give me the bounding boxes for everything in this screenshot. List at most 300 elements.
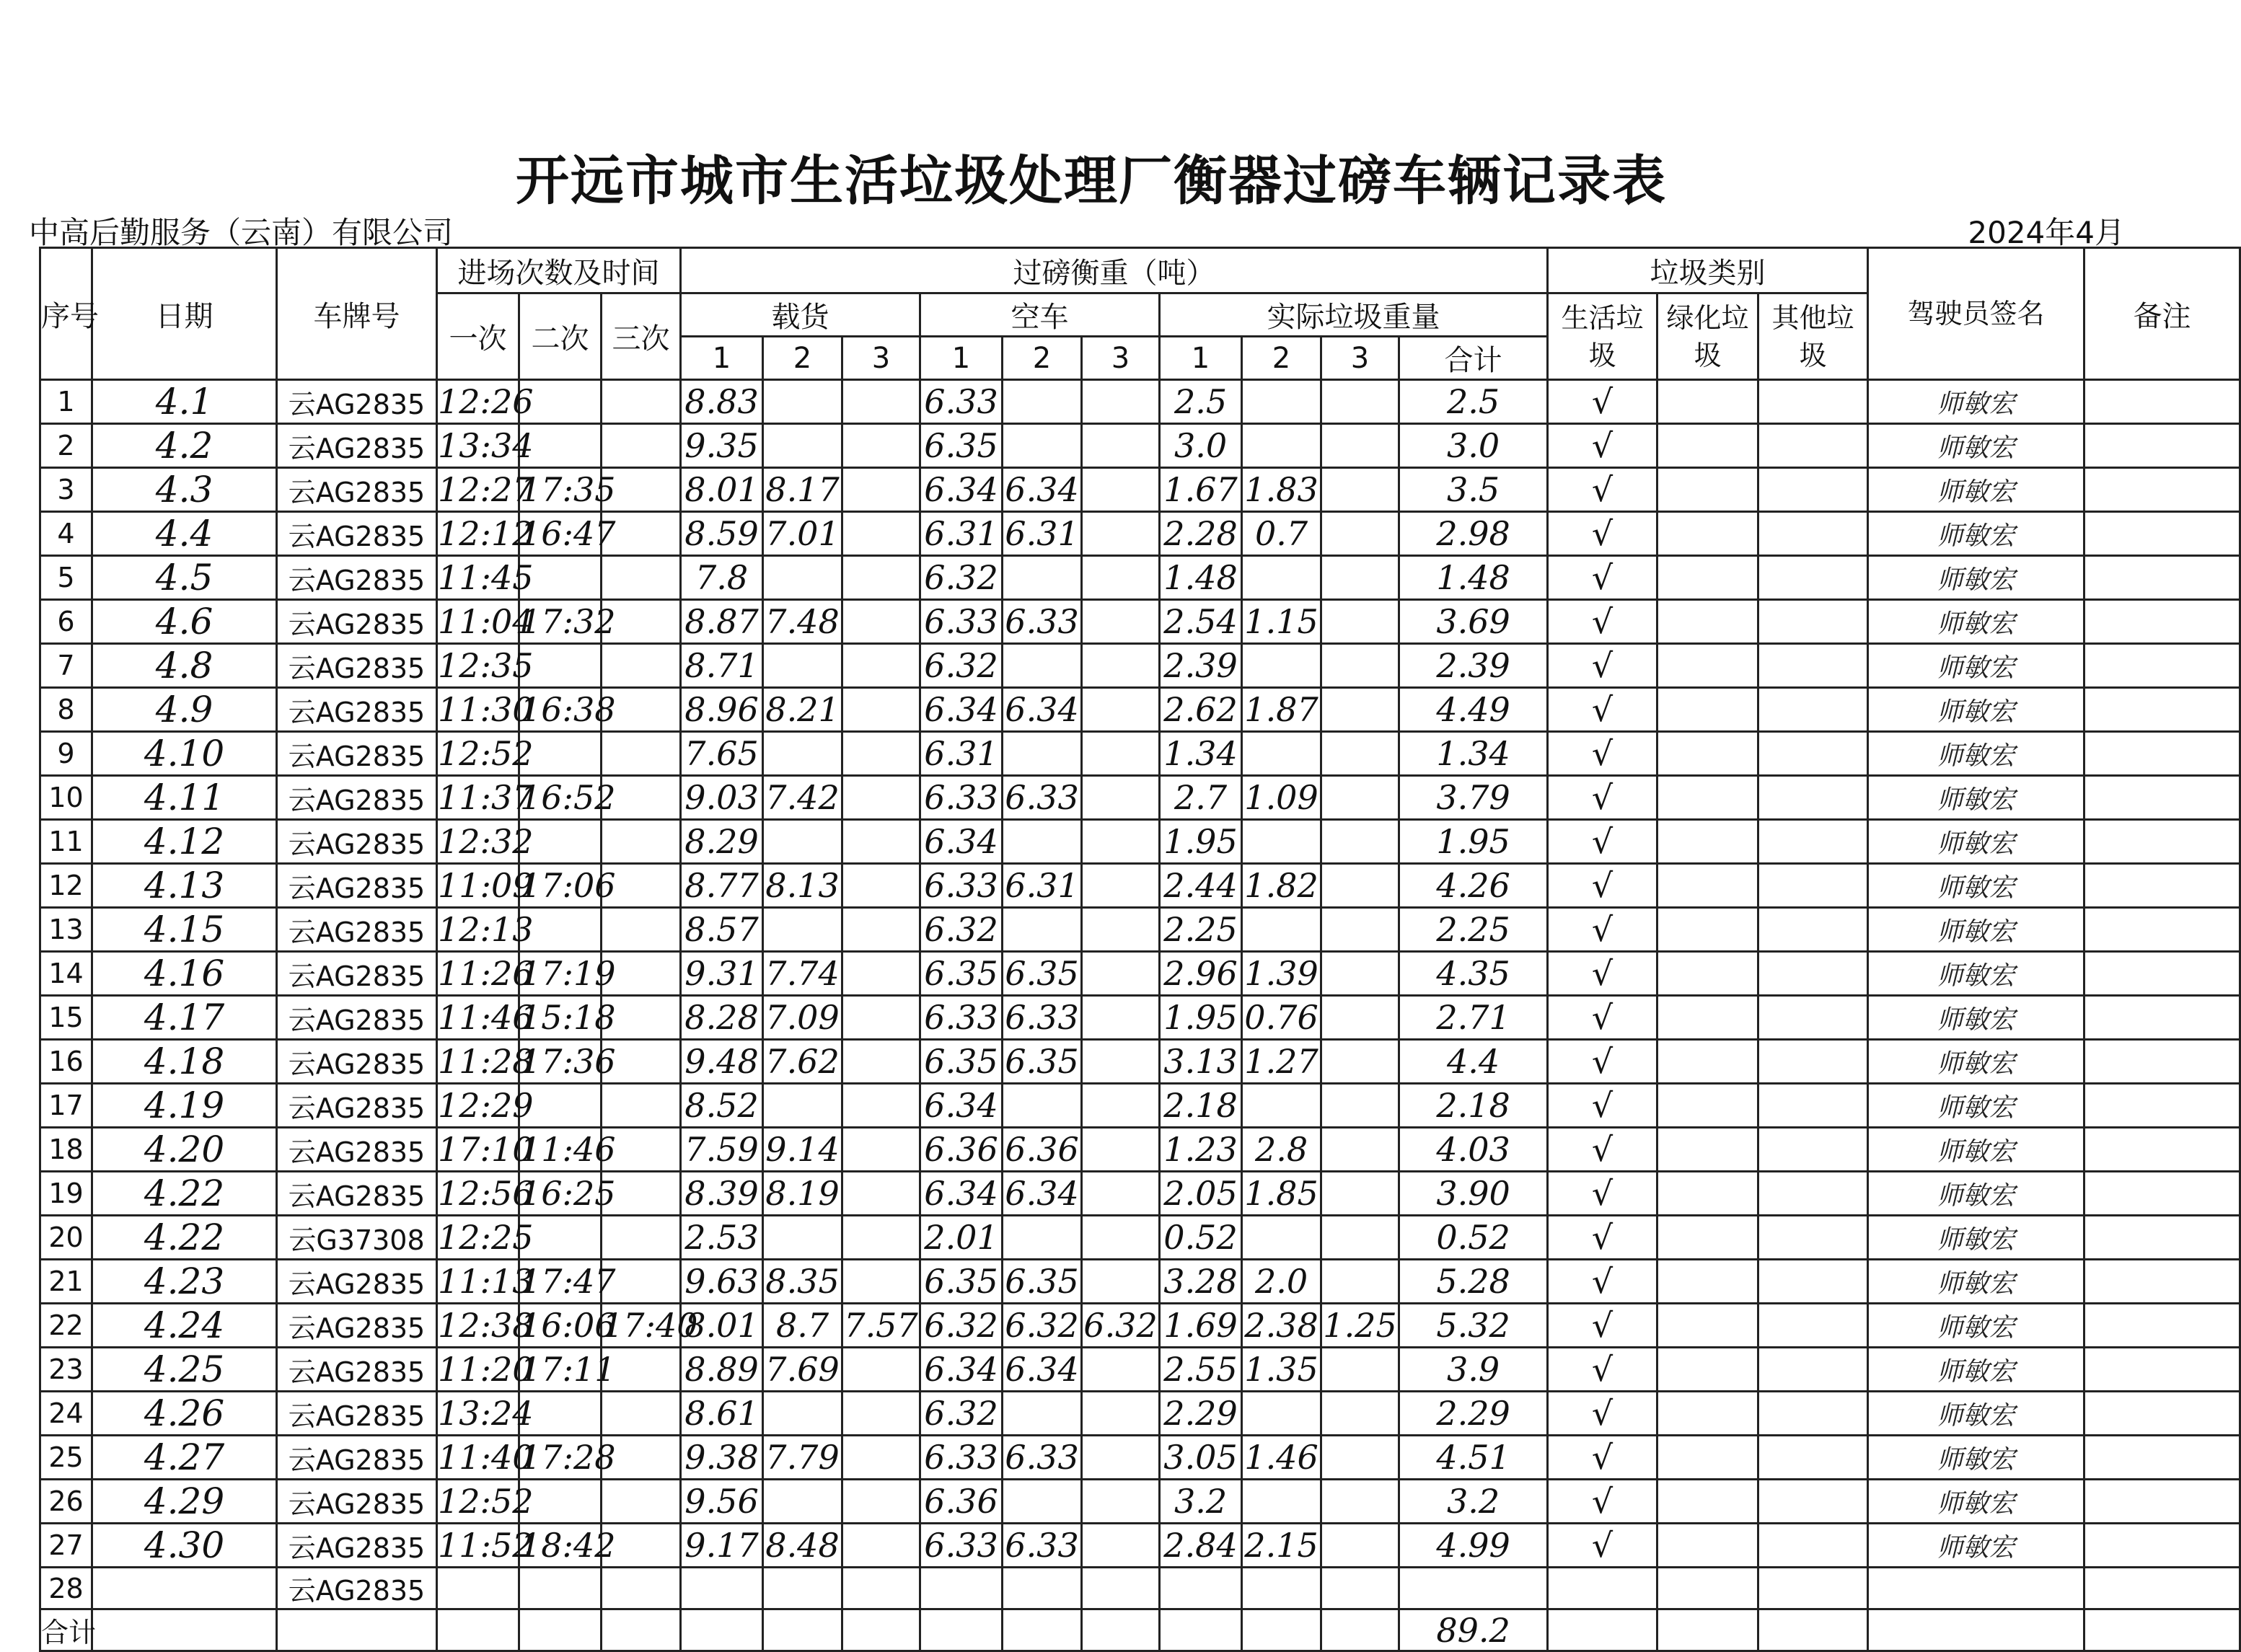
- header-entry-group: 进场次数及时间: [437, 248, 681, 293]
- actual-weight-2: 2.8: [1242, 1128, 1321, 1172]
- other-waste-check: [1758, 1040, 1868, 1084]
- record-month: 2024年4月: [1968, 215, 2125, 250]
- empty-weight-2: 6.33: [1003, 776, 1082, 820]
- empty-weight-2: [1003, 556, 1082, 600]
- entry-time-2: [519, 1568, 602, 1609]
- living-waste-check: √: [1548, 864, 1657, 908]
- load-weight-2: 8.21: [763, 688, 842, 732]
- driver-signature: 师敏宏: [1868, 1172, 2084, 1216]
- empty-weight-3: [1082, 952, 1160, 996]
- entry-time-2: 16:47: [519, 512, 602, 556]
- row-date: 4.27: [92, 1436, 277, 1480]
- entry-time-2: 17:47: [519, 1260, 602, 1304]
- driver-signature: 师敏宏: [1868, 952, 2084, 996]
- table-row: [40, 1568, 2240, 1609]
- empty-weight-2: [1003, 908, 1082, 952]
- empty-weight-1: 6.31: [920, 732, 1003, 776]
- empty-weight-3: [1082, 1524, 1160, 1568]
- empty-weight-2: 6.33: [1003, 600, 1082, 644]
- actual-total: 2.39: [1399, 644, 1548, 688]
- other-waste-check: [1758, 996, 1868, 1040]
- load-weight-2: [763, 1568, 842, 1609]
- remark-cell: [2084, 1524, 2240, 1568]
- remark-cell: [2084, 688, 2240, 732]
- load-weight-3: [842, 776, 920, 820]
- load-weight-2: 7.42: [763, 776, 842, 820]
- actual-total: 3.90: [1399, 1172, 1548, 1216]
- row-plate: 云AG2835: [277, 1480, 437, 1524]
- load-weight-1: 9.63: [681, 1260, 763, 1304]
- actual-weight-1: 2.55: [1160, 1348, 1242, 1392]
- actual-weight-2: 2.15: [1242, 1524, 1321, 1568]
- actual-weight-2: 1.15: [1242, 600, 1321, 644]
- empty-weight-3: [1082, 556, 1160, 600]
- row-seq: 18: [40, 1128, 92, 1172]
- actual-weight-1: 2.7: [1160, 776, 1242, 820]
- actual-total: 4.49: [1399, 688, 1548, 732]
- living-waste-check: √: [1548, 644, 1657, 688]
- living-waste-check: √: [1548, 556, 1657, 600]
- green-waste-check: [1657, 424, 1758, 468]
- actual-total: 4.35: [1399, 952, 1548, 996]
- footer-cell: [437, 1609, 519, 1651]
- actual-weight-1: 2.5: [1160, 380, 1242, 424]
- footer-cell: [277, 1609, 437, 1651]
- row-seq: 24: [40, 1392, 92, 1436]
- actual-weight-3: [1321, 468, 1399, 512]
- empty-weight-2: 6.35: [1003, 1040, 1082, 1084]
- actual-weight-1: 2.54: [1160, 600, 1242, 644]
- load-weight-2: 7.74: [763, 952, 842, 996]
- actual-weight-2: 1.87: [1242, 688, 1321, 732]
- empty-weight-1: 6.32: [920, 556, 1003, 600]
- empty-weight-1: 6.35: [920, 1040, 1003, 1084]
- green-waste-check: [1657, 1040, 1758, 1084]
- driver-signature: 师敏宏: [1868, 732, 2084, 776]
- driver-signature: 师敏宏: [1868, 468, 2084, 512]
- driver-signature: 师敏宏: [1868, 1128, 2084, 1172]
- load-weight-2: 7.09: [763, 996, 842, 1040]
- load-weight-2: 7.79: [763, 1436, 842, 1480]
- remark-cell: [2084, 1568, 2240, 1609]
- driver-signature: 师敏宏: [1868, 1040, 2084, 1084]
- other-waste-check: [1758, 952, 1868, 996]
- load-weight-3: [842, 996, 920, 1040]
- empty-weight-3: [1082, 424, 1160, 468]
- remark-cell: [2084, 1348, 2240, 1392]
- empty-weight-2: 6.33: [1003, 996, 1082, 1040]
- actual-weight-1: 1.34: [1160, 732, 1242, 776]
- empty-weight-1: 6.33: [920, 1524, 1003, 1568]
- actual-weight-3: [1321, 996, 1399, 1040]
- empty-weight-2: 6.36: [1003, 1128, 1082, 1172]
- load-weight-1: 9.31: [681, 952, 763, 996]
- actual-total: 4.26: [1399, 864, 1548, 908]
- actual-weight-2: [1242, 1480, 1321, 1524]
- load-weight-1: 8.59: [681, 512, 763, 556]
- entry-time-3: [602, 1084, 681, 1128]
- header-actual-2: 2: [1242, 337, 1321, 380]
- load-weight-1: 8.83: [681, 380, 763, 424]
- row-seq: 8: [40, 688, 92, 732]
- driver-signature: [1868, 1568, 2084, 1609]
- load-weight-2: [763, 908, 842, 952]
- entry-time-1: 12:27: [437, 468, 519, 512]
- green-waste-check: [1657, 996, 1758, 1040]
- table-row: [40, 1480, 2240, 1524]
- other-waste-check: [1758, 1172, 1868, 1216]
- living-waste-check: √: [1548, 1348, 1657, 1392]
- other-waste-check: [1758, 1436, 1868, 1480]
- load-weight-1: 9.56: [681, 1480, 763, 1524]
- living-waste-check: √: [1548, 1436, 1657, 1480]
- remark-cell: [2084, 820, 2240, 864]
- row-plate: 云AG2835: [277, 1304, 437, 1348]
- green-waste-check: [1657, 600, 1758, 644]
- empty-weight-1: 6.34: [920, 1348, 1003, 1392]
- load-weight-3: [842, 644, 920, 688]
- actual-weight-3: [1321, 1260, 1399, 1304]
- load-weight-1: [681, 1568, 763, 1609]
- row-date: 4.12: [92, 820, 277, 864]
- remark-cell: [2084, 1304, 2240, 1348]
- actual-weight-3: [1321, 952, 1399, 996]
- entry-time-1: 11:13: [437, 1260, 519, 1304]
- row-date: 4.16: [92, 952, 277, 996]
- empty-weight-3: [1082, 776, 1160, 820]
- empty-weight-2: 6.31: [1003, 512, 1082, 556]
- header-category-group: 垃圾类别: [1548, 248, 1868, 293]
- living-waste-check: √: [1548, 512, 1657, 556]
- actual-total: 5.32: [1399, 1304, 1548, 1348]
- actual-weight-1: 2.25: [1160, 908, 1242, 952]
- entry-time-1: 12:35: [437, 644, 519, 688]
- entry-time-1: 11:20: [437, 1348, 519, 1392]
- actual-weight-3: [1321, 820, 1399, 864]
- table-row: [40, 600, 2240, 644]
- driver-signature: 师敏宏: [1868, 512, 2084, 556]
- actual-total: 2.71: [1399, 996, 1548, 1040]
- footer-cell: [1160, 1609, 1242, 1651]
- empty-weight-1: 6.34: [920, 1084, 1003, 1128]
- other-waste-check: [1758, 864, 1868, 908]
- living-waste-check: √: [1548, 996, 1657, 1040]
- row-seq: 5: [40, 556, 92, 600]
- living-waste-check: √: [1548, 1524, 1657, 1568]
- row-plate: 云AG2835: [277, 1524, 437, 1568]
- entry-time-1: 12:26: [437, 380, 519, 424]
- actual-total: 2.18: [1399, 1084, 1548, 1128]
- empty-weight-3: [1082, 1216, 1160, 1260]
- entry-time-3: [602, 1568, 681, 1609]
- load-weight-3: [842, 1084, 920, 1128]
- green-waste-check: [1657, 1436, 1758, 1480]
- empty-weight-2: [1003, 1216, 1082, 1260]
- actual-weight-1: 2.05: [1160, 1172, 1242, 1216]
- header-actual-1: 1: [1160, 337, 1242, 380]
- actual-weight-2: [1242, 556, 1321, 600]
- green-waste-check: [1657, 1128, 1758, 1172]
- entry-time-1: 12:52: [437, 732, 519, 776]
- entry-time-2: 16:52: [519, 776, 602, 820]
- remark-cell: [2084, 468, 2240, 512]
- actual-weight-2: [1242, 380, 1321, 424]
- actual-total: 0.52: [1399, 1216, 1548, 1260]
- row-plate: 云AG2835: [277, 468, 437, 512]
- empty-weight-1: 6.32: [920, 1304, 1003, 1348]
- empty-weight-1: 6.33: [920, 1436, 1003, 1480]
- empty-weight-3: [1082, 908, 1160, 952]
- driver-signature: 师敏宏: [1868, 1084, 2084, 1128]
- row-date: 4.30: [92, 1524, 277, 1568]
- empty-weight-3: [1082, 996, 1160, 1040]
- footer-cell: [1868, 1609, 2084, 1651]
- entry-time-1: 12:32: [437, 820, 519, 864]
- actual-weight-3: [1321, 1392, 1399, 1436]
- entry-time-2: 16:06: [519, 1304, 602, 1348]
- actual-weight-1: 1.95: [1160, 820, 1242, 864]
- actual-weight-1: 0.52: [1160, 1216, 1242, 1260]
- load-weight-2: [763, 556, 842, 600]
- entry-time-1: 11:40: [437, 1436, 519, 1480]
- actual-total: [1399, 1568, 1548, 1609]
- green-waste-check: [1657, 1216, 1758, 1260]
- row-date: 4.19: [92, 1084, 277, 1128]
- entry-time-1: 12:29: [437, 1084, 519, 1128]
- entry-time-1: 11:09: [437, 864, 519, 908]
- empty-weight-3: [1082, 1568, 1160, 1609]
- actual-weight-1: 3.13: [1160, 1040, 1242, 1084]
- entry-time-1: 12:38: [437, 1304, 519, 1348]
- header-load-2: 2: [763, 337, 842, 380]
- row-plate: 云AG2835: [277, 1436, 437, 1480]
- empty-weight-3: [1082, 1128, 1160, 1172]
- row-date: 4.6: [92, 600, 277, 644]
- empty-weight-3: [1082, 1172, 1160, 1216]
- load-weight-1: 8.61: [681, 1392, 763, 1436]
- driver-signature: 师敏宏: [1868, 1260, 2084, 1304]
- actual-total: 5.28: [1399, 1260, 1548, 1304]
- other-waste-check: [1758, 424, 1868, 468]
- empty-weight-1: 6.33: [920, 996, 1003, 1040]
- header-empty-3: 3: [1082, 337, 1160, 380]
- other-waste-check: [1758, 1524, 1868, 1568]
- row-seq: 26: [40, 1480, 92, 1524]
- row-plate: 云AG2835: [277, 776, 437, 820]
- row-date: 4.26: [92, 1392, 277, 1436]
- row-date: 4.5: [92, 556, 277, 600]
- actual-total: 4.51: [1399, 1436, 1548, 1480]
- footer-cell: [681, 1609, 763, 1651]
- actual-total: 2.25: [1399, 908, 1548, 952]
- other-waste-check: [1758, 1128, 1868, 1172]
- row-seq: 22: [40, 1304, 92, 1348]
- entry-time-2: 15:18: [519, 996, 602, 1040]
- footer-cell: [842, 1609, 920, 1651]
- load-weight-2: 8.7: [763, 1304, 842, 1348]
- load-weight-2: 7.48: [763, 600, 842, 644]
- actual-weight-3: [1321, 380, 1399, 424]
- header-plate: 车牌号: [277, 248, 437, 380]
- empty-weight-1: 6.34: [920, 1172, 1003, 1216]
- actual-weight-3: [1321, 512, 1399, 556]
- load-weight-2: [763, 820, 842, 864]
- empty-weight-3: [1082, 1260, 1160, 1304]
- actual-weight-3: [1321, 1568, 1399, 1609]
- row-date: 4.22: [92, 1216, 277, 1260]
- entry-time-3: [602, 424, 681, 468]
- actual-weight-3: [1321, 1480, 1399, 1524]
- footer-cell: [1657, 1609, 1758, 1651]
- actual-weight-3: [1321, 556, 1399, 600]
- load-weight-1: 8.52: [681, 1084, 763, 1128]
- empty-weight-1: 6.34: [920, 820, 1003, 864]
- empty-weight-1: 6.35: [920, 424, 1003, 468]
- actual-weight-3: [1321, 776, 1399, 820]
- empty-weight-3: [1082, 380, 1160, 424]
- driver-signature: 师敏宏: [1868, 908, 2084, 952]
- header-cat-other: 其他垃圾: [1758, 293, 1868, 380]
- actual-weight-1: 2.84: [1160, 1524, 1242, 1568]
- load-weight-3: [842, 424, 920, 468]
- load-weight-2: [763, 1084, 842, 1128]
- empty-weight-1: 2.01: [920, 1216, 1003, 1260]
- entry-time-2: 11:46: [519, 1128, 602, 1172]
- row-seq: 6: [40, 600, 92, 644]
- load-weight-3: 7.57: [842, 1304, 920, 1348]
- row-plate: 云AG2835: [277, 644, 437, 688]
- other-waste-check: [1758, 1084, 1868, 1128]
- living-waste-check: √: [1548, 776, 1657, 820]
- driver-signature: 师敏宏: [1868, 688, 2084, 732]
- living-waste-check: √: [1548, 1260, 1657, 1304]
- table-row: [40, 424, 2240, 468]
- empty-weight-2: [1003, 1392, 1082, 1436]
- actual-total: 3.9: [1399, 1348, 1548, 1392]
- empty-weight-3: [1082, 1392, 1160, 1436]
- row-seq: 20: [40, 1216, 92, 1260]
- green-waste-check: [1657, 1392, 1758, 1436]
- actual-weight-3: [1321, 644, 1399, 688]
- load-weight-3: [842, 1436, 920, 1480]
- other-waste-check: [1758, 776, 1868, 820]
- actual-weight-2: [1242, 1084, 1321, 1128]
- empty-weight-2: 6.33: [1003, 1436, 1082, 1480]
- table-row: [40, 864, 2240, 908]
- header-empty-2: 2: [1003, 337, 1082, 380]
- row-date: 4.11: [92, 776, 277, 820]
- table-row: [40, 1392, 2240, 1436]
- row-seq: 17: [40, 1084, 92, 1128]
- driver-signature: 师敏宏: [1868, 996, 2084, 1040]
- load-weight-1: 8.77: [681, 864, 763, 908]
- row-date: 4.2: [92, 424, 277, 468]
- other-waste-check: [1758, 380, 1868, 424]
- actual-weight-3: [1321, 1040, 1399, 1084]
- row-seq: 3: [40, 468, 92, 512]
- empty-weight-1: 6.33: [920, 600, 1003, 644]
- header-actual: 实际垃圾重量: [1160, 293, 1548, 337]
- driver-signature: 师敏宏: [1868, 1524, 2084, 1568]
- load-weight-3: [842, 1172, 920, 1216]
- entry-time-2: 17:11: [519, 1348, 602, 1392]
- table-row: [40, 644, 2240, 688]
- entry-time-3: [602, 908, 681, 952]
- empty-weight-2: [1003, 1568, 1082, 1609]
- entry-time-1: 11:37: [437, 776, 519, 820]
- empty-weight-1: 6.32: [920, 908, 1003, 952]
- load-weight-3: [842, 1392, 920, 1436]
- load-weight-1: 9.35: [681, 424, 763, 468]
- load-weight-3: [842, 688, 920, 732]
- actual-weight-1: 2.28: [1160, 512, 1242, 556]
- header-cat-green: 绿化垃圾: [1657, 293, 1758, 380]
- load-weight-2: 9.14: [763, 1128, 842, 1172]
- empty-weight-3: [1082, 1084, 1160, 1128]
- row-seq: 1: [40, 380, 92, 424]
- actual-weight-2: 1.83: [1242, 468, 1321, 512]
- empty-weight-1: 6.32: [920, 1392, 1003, 1436]
- load-weight-2: [763, 1480, 842, 1524]
- table-row: [40, 1040, 2240, 1084]
- empty-weight-1: 6.34: [920, 468, 1003, 512]
- row-plate: 云AG2835: [277, 1348, 437, 1392]
- row-seq: 9: [40, 732, 92, 776]
- load-weight-2: 8.17: [763, 468, 842, 512]
- remark-cell: [2084, 1480, 2240, 1524]
- other-waste-check: [1758, 1304, 1868, 1348]
- remark-cell: [2084, 1216, 2240, 1260]
- entry-time-1: 11:46: [437, 996, 519, 1040]
- row-plate: 云AG2835: [277, 1172, 437, 1216]
- row-date: 4.29: [92, 1480, 277, 1524]
- entry-time-2: 17:32: [519, 600, 602, 644]
- green-waste-check: [1657, 512, 1758, 556]
- actual-weight-2: 1.35: [1242, 1348, 1321, 1392]
- actual-total: 3.69: [1399, 600, 1548, 644]
- load-weight-1: 9.03: [681, 776, 763, 820]
- row-date: [92, 1568, 277, 1609]
- load-weight-3: [842, 600, 920, 644]
- living-waste-check: √: [1548, 1040, 1657, 1084]
- row-seq: 21: [40, 1260, 92, 1304]
- load-weight-2: 7.01: [763, 512, 842, 556]
- other-waste-check: [1758, 1216, 1868, 1260]
- actual-weight-3: [1321, 688, 1399, 732]
- remark-cell: [2084, 556, 2240, 600]
- remark-cell: [2084, 1084, 2240, 1128]
- other-waste-check: [1758, 556, 1868, 600]
- row-date: 4.18: [92, 1040, 277, 1084]
- load-weight-2: 8.35: [763, 1260, 842, 1304]
- actual-weight-1: 1.23: [1160, 1128, 1242, 1172]
- actual-weight-2: 0.7: [1242, 512, 1321, 556]
- remark-cell: [2084, 644, 2240, 688]
- load-weight-1: 2.53: [681, 1216, 763, 1260]
- empty-weight-1: 6.36: [920, 1128, 1003, 1172]
- entry-time-2: 17:28: [519, 1436, 602, 1480]
- actual-weight-2: 1.39: [1242, 952, 1321, 996]
- actual-weight-1: 3.28: [1160, 1260, 1242, 1304]
- entry-time-3: [602, 1392, 681, 1436]
- load-weight-1: 8.01: [681, 1304, 763, 1348]
- entry-time-1: 11:45: [437, 556, 519, 600]
- empty-weight-3: [1082, 688, 1160, 732]
- green-waste-check: [1657, 1304, 1758, 1348]
- row-plate: 云AG2835: [277, 996, 437, 1040]
- load-weight-1: 8.28: [681, 996, 763, 1040]
- header-entry-1: 一次: [437, 293, 519, 380]
